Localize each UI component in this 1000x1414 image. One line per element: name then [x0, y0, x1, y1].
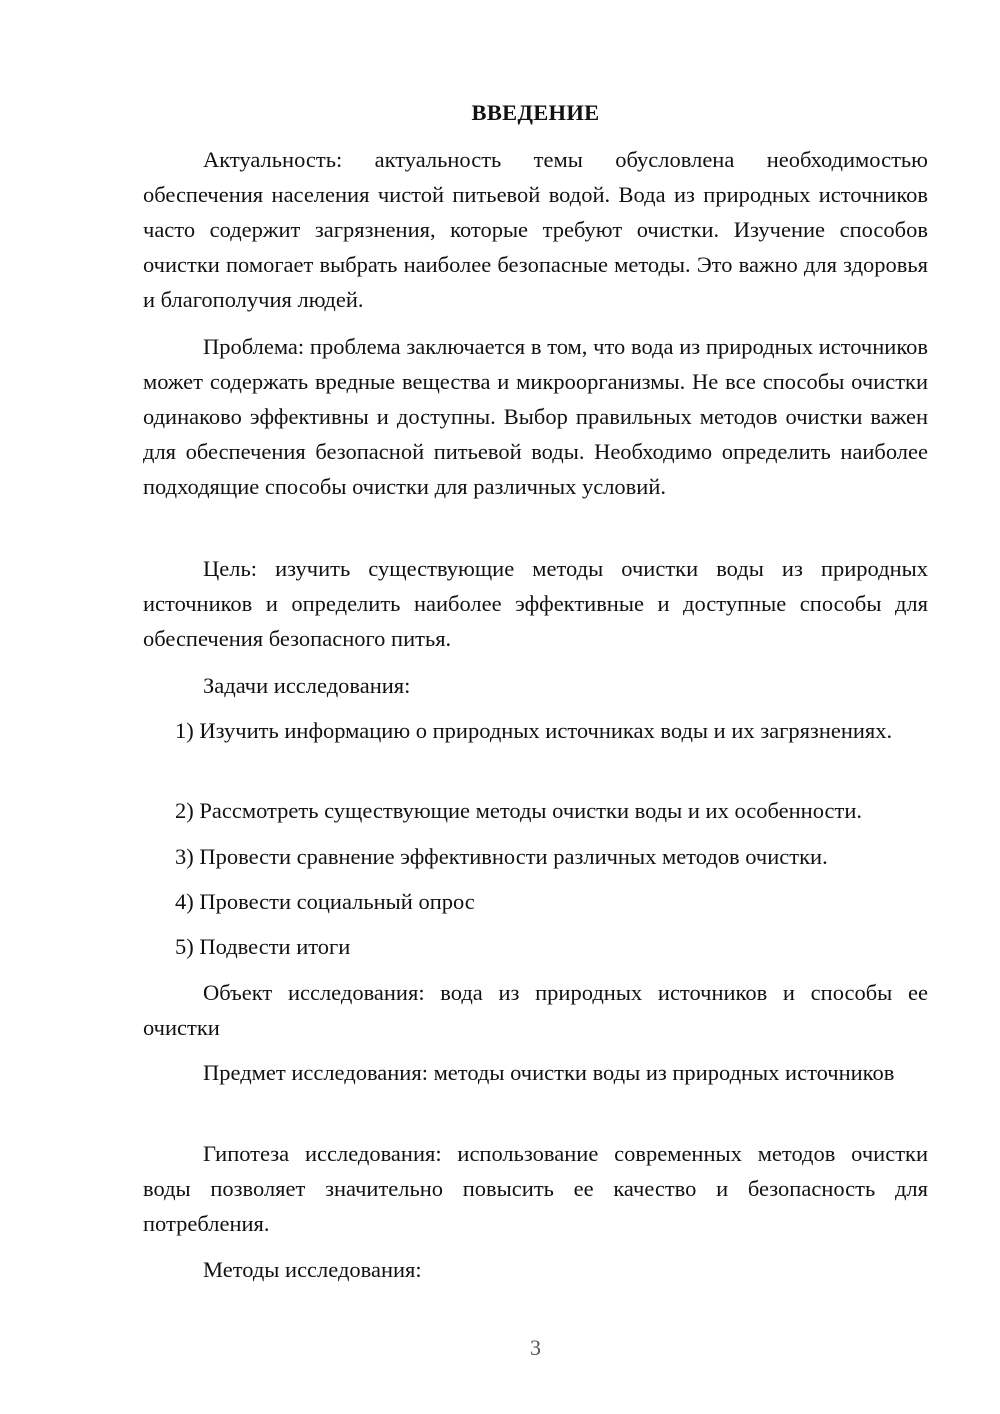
- paragraph-goal: Цель: изучить существующие методы очистки воды из природных источников и определить наиболее эффективные и доступные способы для обеспечения безопасного питья.: [143, 556, 928, 651]
- task-item-3: 3) Провести сравнение эффективности различных методов очистки.: [175, 844, 828, 869]
- section-heading: ВВЕДЕНИЕ: [471, 100, 600, 125]
- methods-heading: Методы исследования:: [203, 1257, 422, 1282]
- page-number: 3: [530, 1335, 541, 1360]
- paragraph-hypothesis: Гипотеза исследования: использование современных методов очистки воды позволяет значительно повысить ее качество и безопасность для потребления.: [143, 1141, 928, 1236]
- task-item-5: 5) Подвести итоги: [175, 934, 351, 959]
- paragraph-subject: Предмет исследования: методы очистки воды из природных источников: [203, 1060, 895, 1085]
- tasks-heading: Задачи исследования:: [203, 673, 411, 698]
- paragraph-object: Объект исследования: вода из природных источников и способы ее очистки: [143, 980, 928, 1040]
- paragraph-relevance: Актуальность: актуальность темы обусловлена необходимостью обеспечения населения чистой питьевой водой. Вода из природных источников часто содержит загрязнения, которые требуют очистки. Изучение способов очистки помогает выбрать наиболее безопасные методы. Это важно для здоровья и благополучия людей.: [143, 147, 928, 312]
- task-item-1: 1) Изучить информацию о природных источниках воды и их загрязнениях.: [175, 718, 893, 743]
- task-item-2: 2) Рассмотреть существующие методы очистки воды и их особенности.: [175, 798, 863, 823]
- task-item-4: 4) Провести социальный опрос: [175, 889, 475, 914]
- paragraph-problem: Проблема: проблема заключается в том, что вода из природных источников может содержать вредные вещества и микроорганизмы. Не все способы очистки одинаково эффективны и доступны. Выбор правильных методов очистки важен для обеспечения безопасной питьевой воды. Необходимо определить наиболее подходящие способы очистки для различных условий.: [143, 334, 928, 499]
